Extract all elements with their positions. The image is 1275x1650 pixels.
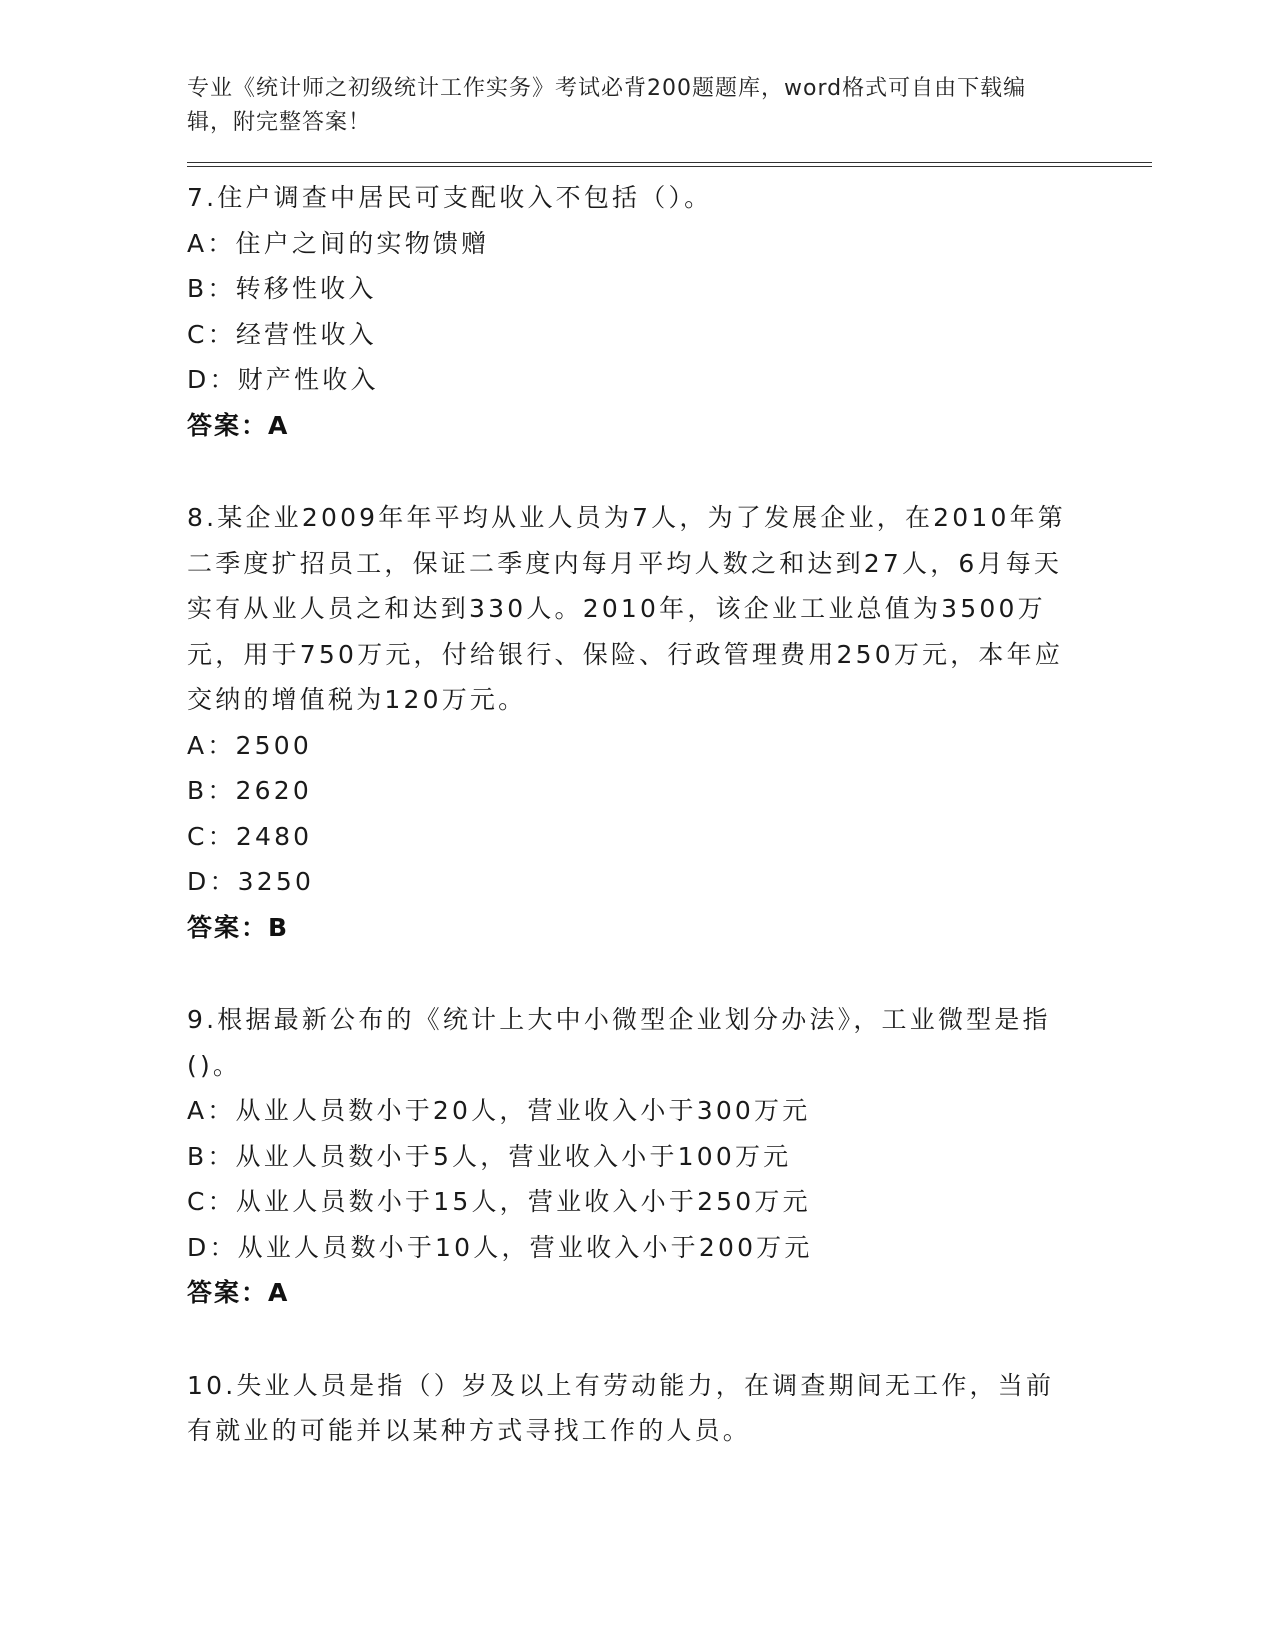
question-list (187, 175, 1087, 1454)
question-text: 7.住户调查中居民可支配收入不包括（）。 (187, 183, 713, 212)
document-page (187, 72, 1087, 1501)
question-10 (187, 1363, 1087, 1454)
question-9 (187, 997, 1087, 1316)
header-divider (187, 162, 1152, 167)
option-a: A：住户之间的实物馈赠 (187, 228, 490, 258)
option-d: D：3250 (187, 867, 315, 896)
option-a: A：2500 (187, 730, 312, 760)
option-c: C：经营性收入 (187, 319, 377, 349)
document-header: 专业《统计师之初级统计工作实务》考试必背200题题库，word格式可自由下载编辑，附完整答案！ (187, 76, 1027, 135)
answer-label: 答案：B (187, 912, 290, 942)
answer-label: 答案：A (187, 410, 290, 440)
option-d: D：财产性收入 (187, 365, 379, 394)
question-text: 10.失业人员是指（）岁及以上有劳动能力，在调查期间无工作，当前有就业的可能并以某种方式寻找工作的人员。 (187, 1370, 1055, 1445)
question-text: 8.某企业2009年年平均从业人员为7人，为了发展企业，在2010年第二季度扩招员工，保证二季度内每月平均人数之和达到27人，6月每天实有从业人员之和达到330人。2010年，该企业工业总值为3500万元，用于750万元，付给银行、保险、行政管理费用250万元，本年应交纳的增值税为120万元。 (187, 503, 1067, 714)
question-7 (187, 175, 1087, 448)
option-a: A：从业人员数小于20人，营业收入小于300万元 (187, 1096, 811, 1125)
question-8 (187, 495, 1087, 950)
option-b: B：2620 (187, 776, 312, 805)
question-text: 9.根据最新公布的《统计上大中小微型企业划分办法》，工业微型是指()。 (187, 1005, 1051, 1080)
answer-label: 答案：A (187, 1278, 290, 1307)
option-b: B：转移性收入 (187, 274, 377, 303)
option-d: D：从业人员数小于10人，营业收入小于200万元 (187, 1232, 813, 1262)
option-b: B：从业人员数小于5人，营业收入小于100万元 (187, 1141, 792, 1171)
option-c: C：2480 (187, 821, 313, 851)
option-c: C：从业人员数小于15人，营业收入小于250万元 (187, 1187, 811, 1216)
